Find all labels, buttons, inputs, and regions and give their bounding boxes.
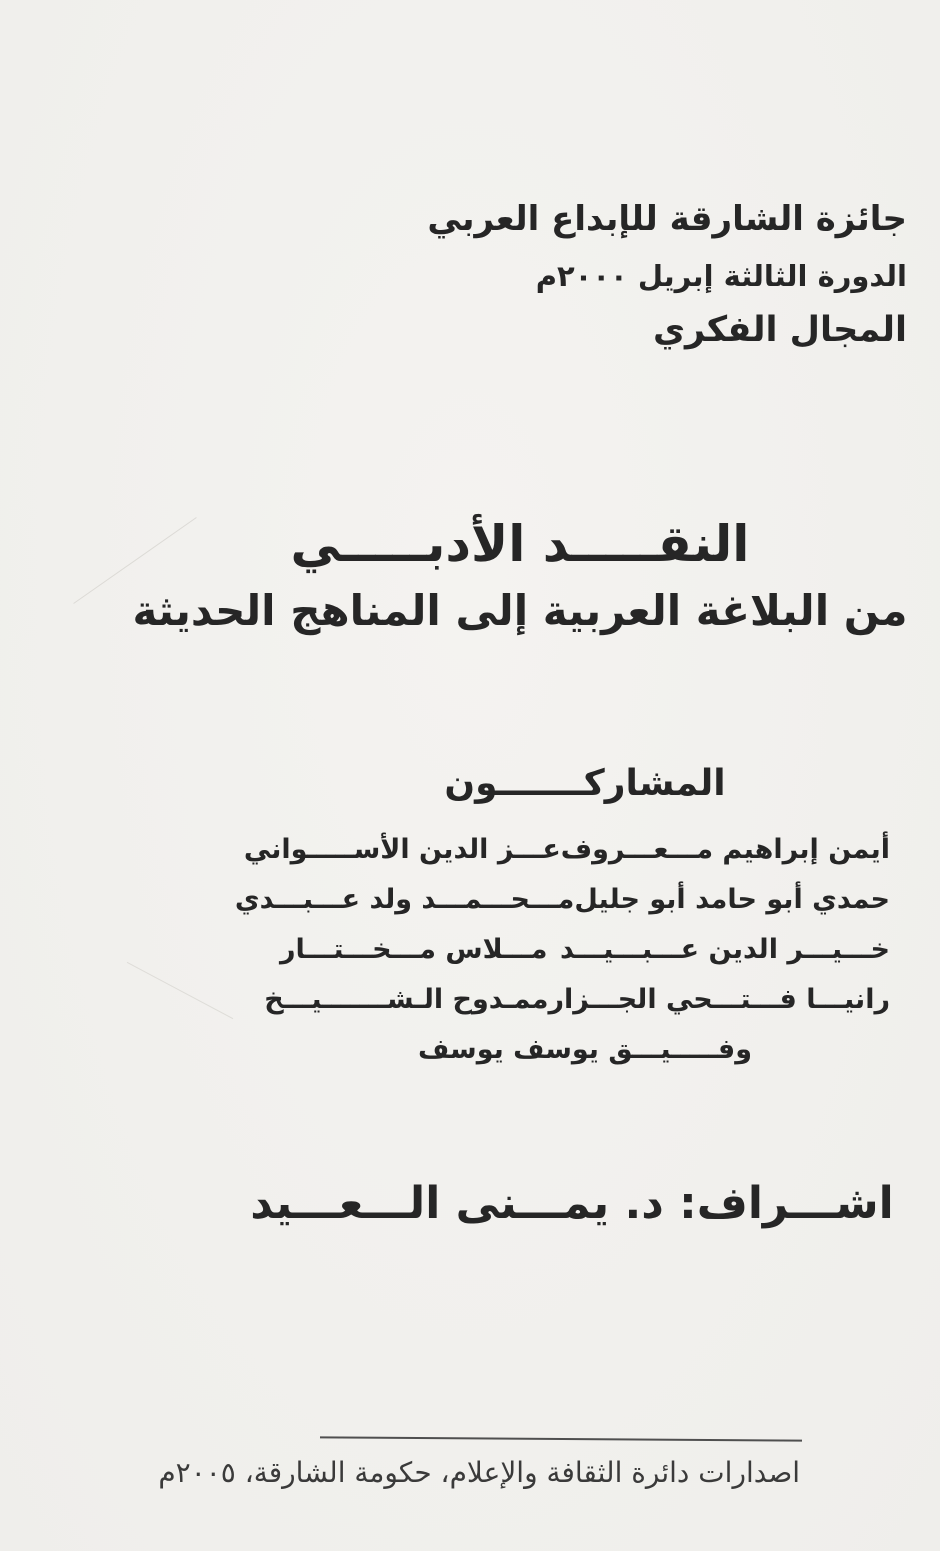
footer-divider	[320, 1436, 802, 1441]
participant-name: خـــيـــر الدين عـــبـــيـــد	[559, 934, 890, 966]
scan-artifact-line	[127, 962, 233, 1019]
participant-name: مـــحـــمـــد ولد عـــبـــدي	[234, 884, 575, 916]
book-title-block	[100, 516, 940, 636]
award-title: جائزة الشارقة للإبداع العربي	[427, 199, 907, 239]
participant-name: وفـــــيـــق يوسف يوسف	[418, 1034, 752, 1066]
participant-name: عـــز الدين الأســـــواني	[243, 834, 561, 866]
book-title-line2: من البلاغة العربية إلى المناهج الحديثة	[132, 585, 908, 635]
participant-name: مـــلاس مـــخـــتـــار	[280, 934, 548, 966]
participant-name: حمدي أبو حامد أبو جليل	[574, 884, 890, 916]
participants-heading: المشاركـــــــون	[444, 763, 726, 804]
participants-list	[234, 831, 890, 1079]
book-title-line1: النقـــــد الأدبـــــي	[290, 515, 750, 573]
participant-row	[243, 831, 890, 881]
participant-row	[264, 981, 890, 1031]
award-field: المجال الفكري	[652, 310, 907, 351]
participant-row	[280, 931, 890, 981]
participants-section	[234, 762, 890, 1079]
participant-name: رانيـــا فـــتـــحي الجـــزار	[548, 984, 890, 1016]
award-header	[427, 198, 907, 351]
award-session: الدورة الثالثة إبريل ٢٠٠٠م	[535, 258, 907, 293]
publisher-imprint: اصدارات دائرة الثقافة والإعلام، حكومة الشارقة، ٢٠٠٥م	[158, 1456, 800, 1489]
supervisor-line: اشـــراف: د. يمـــنى الـــعـــيد	[250, 1178, 894, 1229]
participant-name: ممـدوح الـشـــــــيـــخ	[264, 984, 549, 1016]
participant-row	[234, 881, 890, 931]
participant-row	[280, 1031, 890, 1079]
participant-name: أيمن إبراهيم مـــعـــروف	[560, 834, 890, 866]
